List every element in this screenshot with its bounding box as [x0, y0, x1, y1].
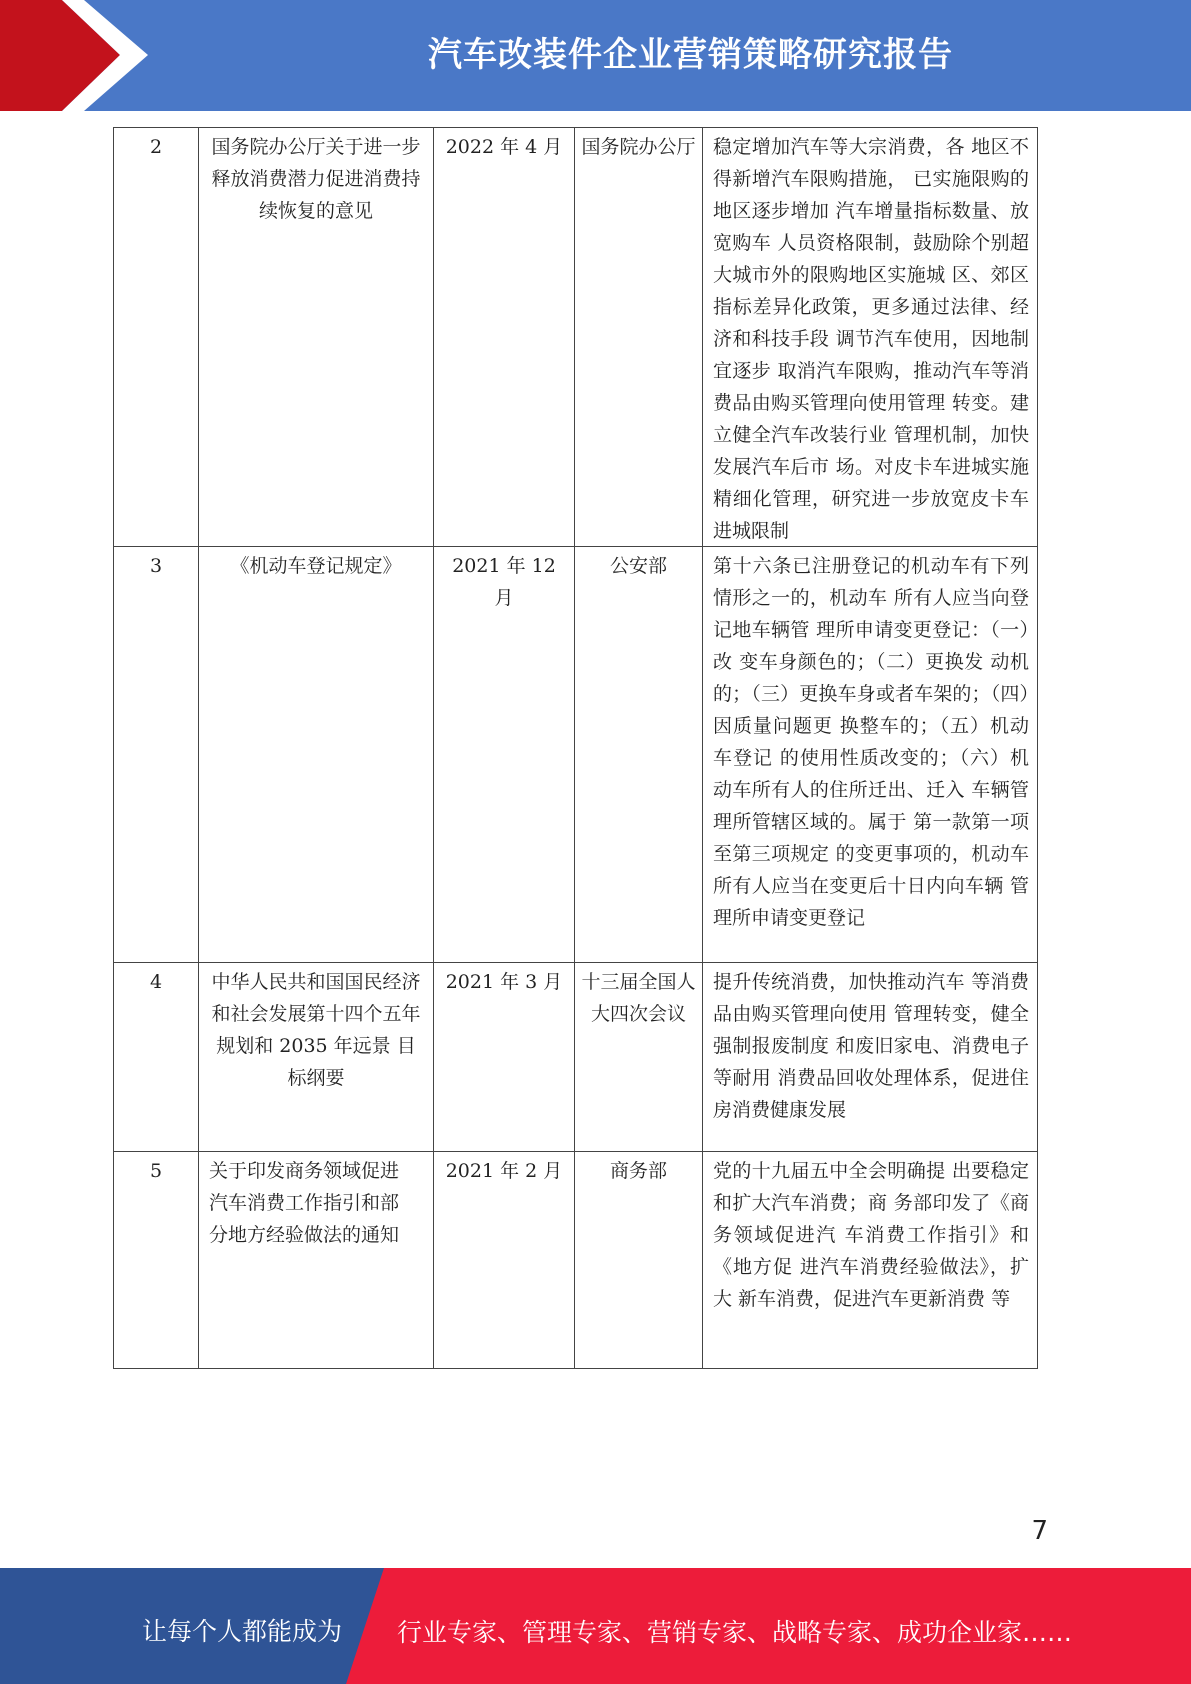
- footer-slogan-lead: 让每个人都能成为: [142, 1617, 343, 1646]
- issuing-department: 商务部: [575, 1152, 703, 1369]
- issuing-department: 十三届全国人大四次会议: [575, 963, 703, 1152]
- row-number: 3: [114, 547, 199, 963]
- header-arrow-decoration: [0, 0, 180, 111]
- table-row: [114, 128, 1038, 547]
- row-number: 4: [114, 963, 199, 1152]
- policy-content: 稳定增加汽车等大宗消费，各 地区不得新增汽车限购措施， 已实施限购的地区逐步增加 汽车增量指标数量、放宽购车 人员资格限制，鼓励除个别超 大城市外的限购地区实施城 区、郊区指标差异化政策，更多通过法律、经济和科技手段 调节汽车使用，因地制宜逐步 取消汽车限购，推动汽车等消 费品由购买管理向使用管理 转变。建立健全汽车改装行业 管理机制，加快发展汽车后市 场。对皮卡车进城实施精细化管理，研究进一步放宽皮卡车 进城限制: [713, 136, 1029, 540]
- row-number: 2: [114, 128, 199, 547]
- policy-table: [113, 127, 1038, 1369]
- table-row: [114, 963, 1038, 1152]
- policy-name: 中华人民共和国国民经济和社会发展第十四个五年规划和 2035 年远景 目标纲要: [199, 963, 434, 1152]
- policy-name: 《机动车登记规定》: [199, 547, 434, 963]
- table-row: [114, 1152, 1038, 1369]
- issue-date: 2021 年 12 月: [434, 547, 575, 963]
- report-title: 汽车改装件企业营销策略研究报告: [428, 35, 953, 75]
- page-footer: [0, 1568, 1191, 1684]
- page-header: [0, 0, 1191, 111]
- policy-name: 关于印发商务领域促进 汽车消费工作指引和部 分地方经验做法的通知: [199, 1152, 434, 1369]
- policy-content: 第十六条已注册登记的机动车有下列情形之一的，机动车 所有人应当向登记地车辆管 理所申请变更登记：（一）改 变车身颜色的；（二）更换发 动机的；（三）更换车身或者车架的；（四）因质量问题更 换整车的；（五）机动车登记 的使用性质改变的；（六）机 动车所有人的住所迁出、迁入 车辆管理所管辖区域的。属于 第一款第一项至第三项规定 的变更事项的，机动车所有人应当在变更后十日内向车辆 管理所申请变更登记: [703, 547, 1038, 963]
- policy-content: 党的十九届五中全会明确提 出要稳定和扩大汽车消费；商 务部印发了《商务领域促进汽 车消费工作指引》和《地方促 进汽车消费经验做法》，扩大 新车消费，促进汽车更新消费 等: [703, 1152, 1038, 1369]
- policy-content: 提升传统消费，加快推动汽车 等消费品由购买管理向使用 管理转变，健全强制报废制度 和废旧家电、消费电子等耐用 消费品回收处理体系，促进住 房消费健康发展: [703, 963, 1038, 1152]
- table-row: [114, 547, 1038, 963]
- issuing-department: 国务院办公厅: [575, 128, 703, 547]
- footer-slogan-roles: 行业专家、管理专家、营销专家、战略专家、成功企业家……: [397, 1618, 1073, 1647]
- issue-date: 2022 年 4 月: [434, 128, 575, 547]
- page-number: 7: [1031, 1516, 1048, 1546]
- issuing-department: 公安部: [575, 547, 703, 963]
- issue-date: 2021 年 2 月: [434, 1152, 575, 1369]
- policy-name: 国务院办公厅关于进一步释放消费潜力促进消费持续恢复的意见: [199, 128, 434, 547]
- row-number: 5: [114, 1152, 199, 1369]
- policy-content-cell: [703, 128, 1038, 547]
- issue-date: 2021 年 3 月: [434, 963, 575, 1152]
